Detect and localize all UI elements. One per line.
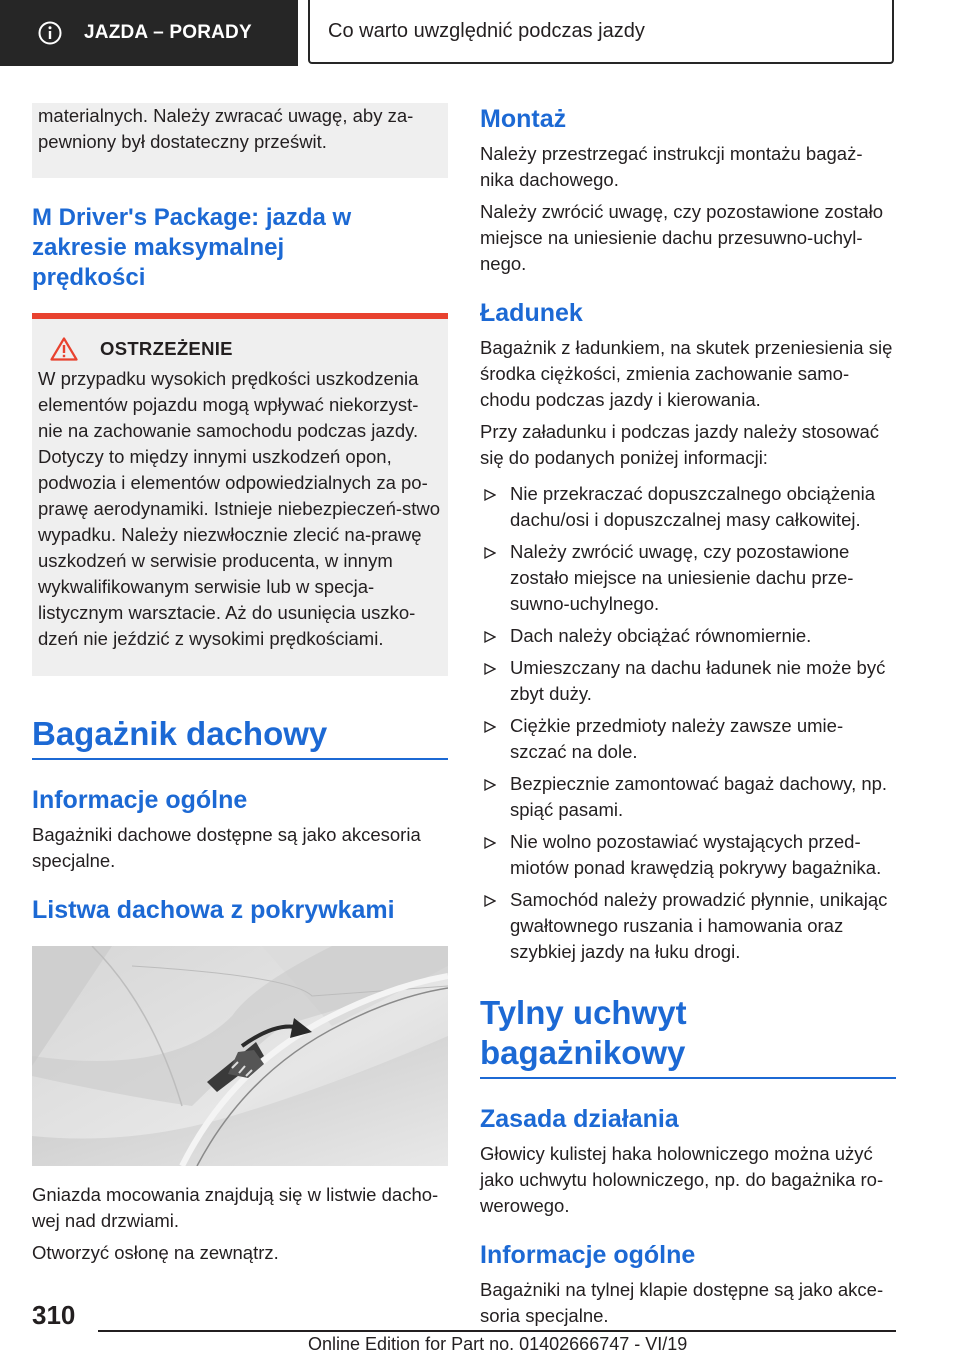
- montaz-text-1: Należy przestrzegać instrukcji montażu bagaż-nika dachowego.: [480, 143, 863, 190]
- page-header: [0, 0, 960, 66]
- right-column: [480, 103, 896, 1329]
- bullet-triangle-icon: [484, 658, 496, 678]
- list-item: [480, 887, 896, 965]
- warning-triangle-icon: [50, 337, 78, 361]
- montaz-text-2: Należy zwrócić uwagę, czy pozostawione zostało miejsce na uniesienie dachu przesuwno-uchyl-nego.: [480, 201, 884, 274]
- continued-box: [32, 103, 448, 178]
- list-item-text: Umieszczany na dachu ładunek nie może być zbyt duży.: [510, 657, 886, 704]
- bullet-triangle-icon: [484, 774, 496, 794]
- ladunek-text-1: Bagażnik z ładunkiem, na skutek przeniesienia się środka ciężkości, zmienia zachowanie samo-chodu podczas jazdy i kierowania.: [480, 337, 893, 410]
- bullet-triangle-icon: [484, 484, 496, 504]
- bullet-triangle-icon: [484, 716, 496, 736]
- continued-text: materialnych. Należy zwracać uwagę, aby za-pewniony był dostateczny prześwit.: [38, 105, 414, 152]
- list-item: [480, 829, 896, 881]
- left-column: [32, 103, 448, 1266]
- ladunek-heading: Ładunek: [480, 299, 583, 327]
- operating-principle-heading: Zasada działania: [480, 1105, 679, 1133]
- section-rule: [32, 758, 448, 760]
- header-title: Co warto uwzględnić podczas jazdy: [328, 19, 645, 42]
- operating-principle-text: Głowicy kulistej haka holowniczego można użyć jako uchwytu holowniczego, np. do bagażnika ro-werowego.: [480, 1143, 884, 1216]
- list-item: [480, 623, 896, 649]
- roof-rail-heading: Listwa dachowa z pokrywkami: [32, 896, 395, 924]
- header-title-box: [308, 0, 894, 64]
- list-item-text: Nie wolno pozostawiać wystających przed-miotów ponad krawędzią pokrywy bagażnika.: [510, 831, 882, 878]
- ladunek-text-2: Przy załadunku i podczas jazdy należy stosować się do podanych poniżej informacji:: [480, 421, 879, 468]
- list-item-text: Bezpiecznie zamontować bagaż dachowy, np. spiąć pasami.: [510, 773, 888, 820]
- section-title-rear-carrier: Tylny uchwyt bagażnikowy: [480, 994, 687, 1071]
- bullet-triangle-icon: [484, 832, 496, 852]
- warning-box: [32, 319, 448, 676]
- general-info-text: Bagażniki dachowe dostępne są jako akcesoria specjalne.: [32, 824, 421, 871]
- warning-header: [50, 337, 442, 361]
- list-item-text: Samochód należy prowadzić płynnie, unikając gwałtownego ruszania i hamowania oraz szybkiej jazdy na łuku drogi.: [510, 889, 888, 962]
- photo-caption-1: Gniazda mocowania znajdują się w listwie dacho-wej nad drzwiami.: [32, 1184, 439, 1231]
- m-drivers-package-heading: M Driver's Package: jazda w zakresie maksymalnej prędkości: [32, 204, 352, 291]
- info-icon: [38, 21, 62, 45]
- montaz-heading: Montaż: [480, 105, 567, 133]
- header-section-tab: [0, 0, 298, 66]
- load-instructions-list: [480, 481, 896, 965]
- list-item-text: Nie przekraczać dopuszczalnego obciążenia dachu/osi i dopuszczalnej masy całkowitej.: [510, 483, 876, 530]
- general-info-text-2: Bagażniki na tylnej klapie dostępne są jako akce-soria specjalne.: [480, 1279, 884, 1326]
- bullet-triangle-icon: [484, 626, 496, 646]
- page-number: 310: [32, 1300, 76, 1330]
- general-info-heading-2: Informacje ogólne: [480, 1241, 696, 1269]
- general-info-heading: Informacje ogólne: [32, 786, 248, 814]
- section-title-roof-rack: Bagażnik dachowy: [32, 715, 328, 752]
- roof-rail-illustration: [32, 946, 448, 1166]
- edition-info: Online Edition for Part no. 01402666747 - VI/19: [308, 1334, 688, 1354]
- warning-block: [32, 313, 448, 676]
- warning-title: OSTRZEŻENIE: [100, 338, 233, 359]
- list-item: [480, 713, 896, 765]
- list-item: [480, 539, 896, 617]
- list-item-text: Dach należy obciążać równomiernie.: [510, 625, 812, 646]
- footer-rule: [98, 1330, 896, 1332]
- list-item: [480, 655, 896, 707]
- bullet-triangle-icon: [484, 890, 496, 910]
- roof-rail-photo: [32, 946, 448, 1166]
- bullet-triangle-icon: [484, 542, 496, 562]
- warning-text: W przypadku wysokich prędkości uszkodzenia elementów pojazdu mogą wpływać niekorzyst-nie na zachowanie samochodu podczas jazdy. Dotyczy to między innymi uszkodzeń opon, podwozia i elementów odpowiedzialnych za po-prawę aerodynamiki. Istnieje niebezpieczeń-stwo wypadku. Należy niezwłocznie zlecić na-prawę uszkodzeń w serwisie producenta, w innym wykwalifikowanym serwisie lub w specja-listycznym warsztacie. Aż do usunięcia uszko-dzeń nie jeździć z wysokimi prędkościami.: [38, 368, 441, 649]
- section-rule: [480, 1077, 896, 1079]
- list-item: [480, 481, 896, 533]
- photo-caption-2: Otworzyć osłonę na zewnątrz.: [32, 1242, 279, 1263]
- list-item: [480, 771, 896, 823]
- header-section-label: JAZDA – PORADY: [84, 22, 252, 43]
- list-item-text: Należy zwrócić uwagę, czy pozostawione zostało miejsce na uniesienie dachu prze-suwno-uchylnego.: [510, 541, 854, 614]
- list-item-text: Ciężkie przedmioty należy zawsze umie-szczać na dole.: [510, 715, 844, 762]
